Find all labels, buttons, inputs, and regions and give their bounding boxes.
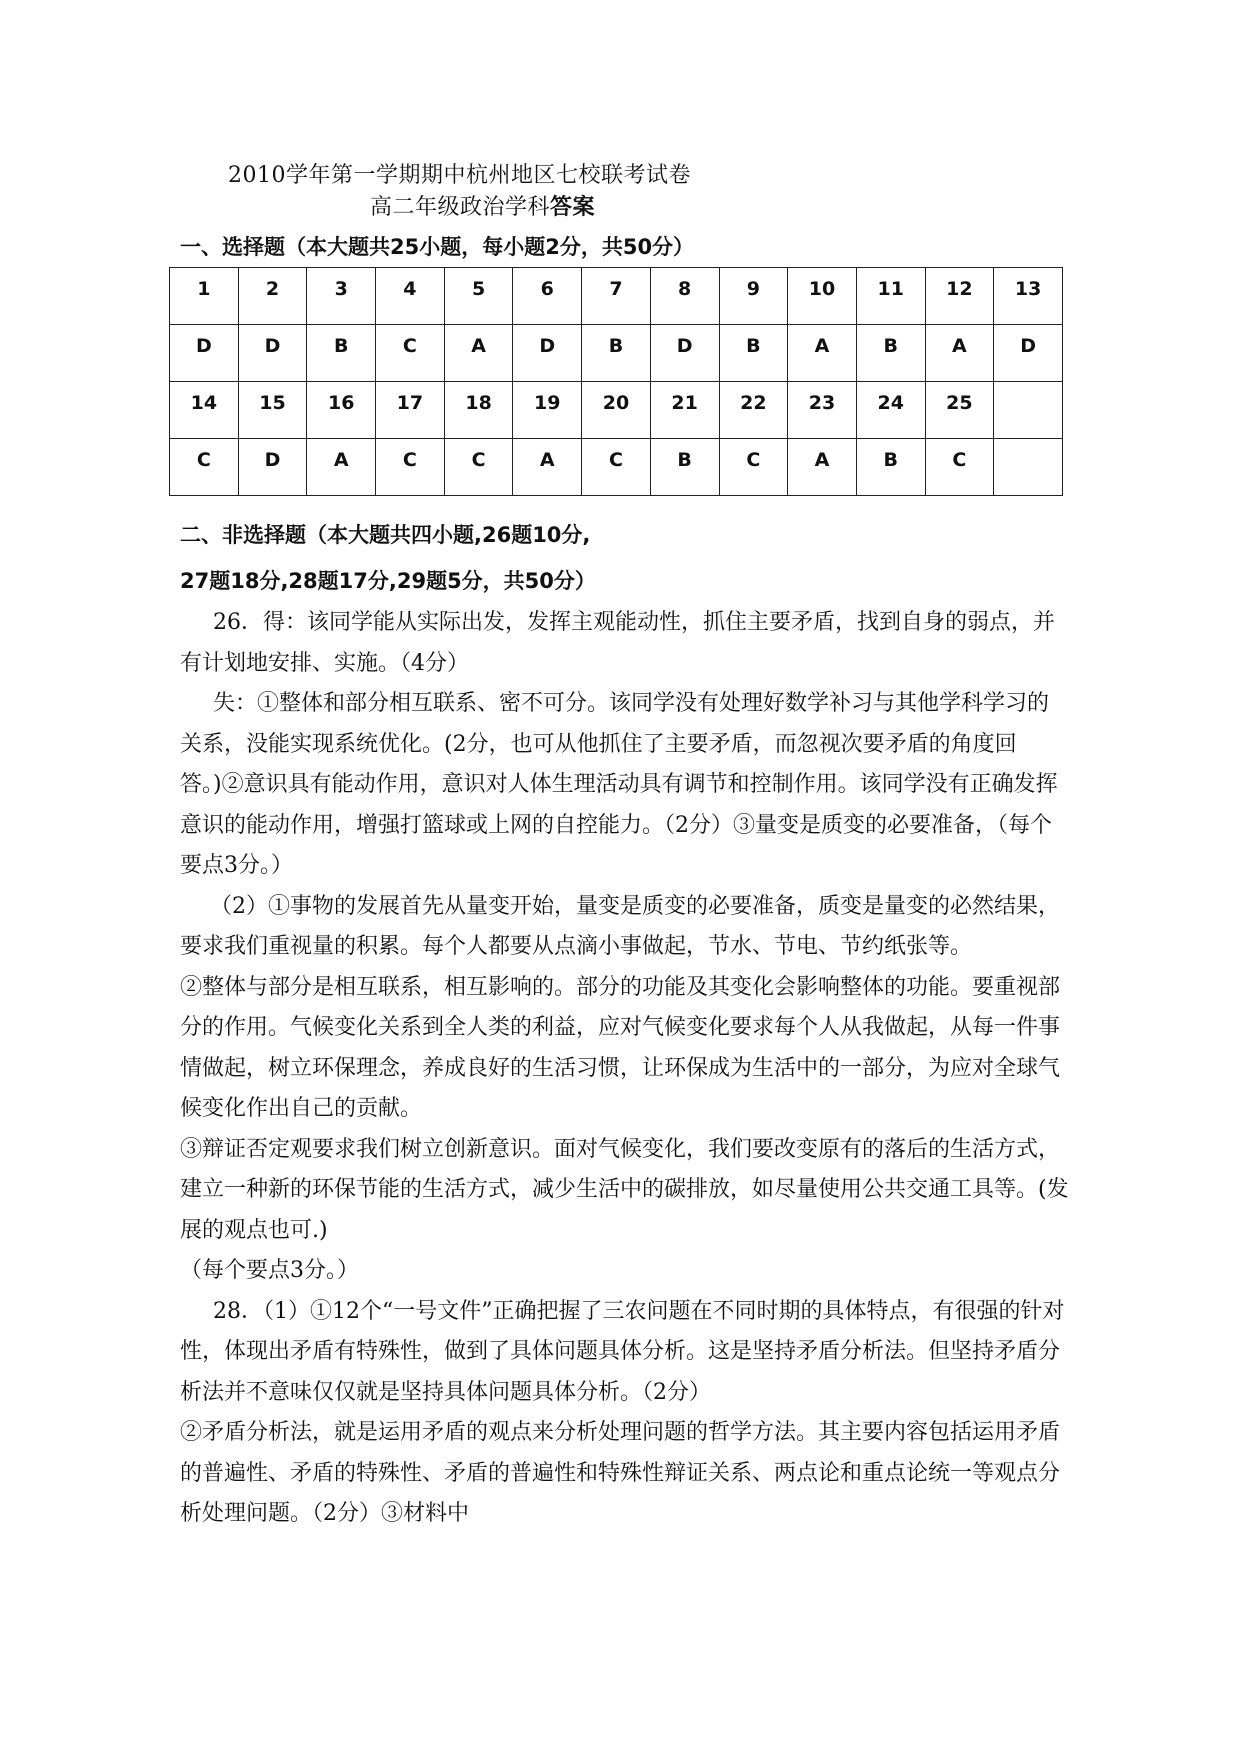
paragraph-scoring-note: （每个要点3分。） [180,1258,359,1283]
answer-cell: D [170,325,239,382]
question-number-cell: 7 [582,268,651,325]
answer-cell: D [650,325,719,382]
question-number-cell: 15 [238,382,307,439]
answer-cell [994,439,1063,496]
paragraph-27-part2-2: ②整体与部分是相互联系，相互影响的。部分的功能及其变化会影响整体的功能。要重视部分的作用。气候变化关系到全人类的利益，应对气候变化要求每个人从我做起，从每一件事情做起，树立环保理念，养成良好的生活习惯，让环保成为生活中的一部分，为应对全球气候变化作出自己的贡献。 [180,974,1061,1121]
answer-cell: D [238,439,307,496]
answer-table [169,267,1063,496]
subtitle-main: 高二年级政治学科 [370,195,551,220]
table-row-answers-2 [170,439,1063,496]
answer-cell: B [307,325,376,382]
answer-cell: C [376,325,445,382]
answer-cell: A [307,439,376,496]
answer-cell: D [513,325,582,382]
section-2-heading-line1: 二、非选择题（本大题共四小题,26题10分, [180,523,591,547]
answer-cell: B [856,325,925,382]
question-number-cell: 18 [444,382,513,439]
question-number-cell: 19 [513,382,582,439]
table-row-numbers-1 [170,268,1063,325]
answer-cell: C [170,439,239,496]
question-number-cell: 1 [170,268,239,325]
question-number-cell: 2 [238,268,307,325]
answer-cell: B [719,325,788,382]
question-number-cell: 23 [788,382,857,439]
answer-cell: C [719,439,788,496]
question-number-cell: 22 [719,382,788,439]
answer-cell: A [444,325,513,382]
answer-cell: B [856,439,925,496]
answer-cell: C [582,439,651,496]
question-number-cell: 25 [925,382,994,439]
answer-cell: C [444,439,513,496]
question-number-cell [994,382,1063,439]
table-row-numbers-2 [170,382,1063,439]
section-1-heading: 一、选择题（本大题共25小题，每小题2分，共50分） [180,235,695,259]
section-2-heading-line2: 27题18分,28题17分,29题5分，共50分） [180,569,596,593]
question-number-cell: 14 [170,382,239,439]
answer-cell: A [513,439,582,496]
question-number-cell: 5 [444,268,513,325]
question-number-cell: 11 [856,268,925,325]
answer-cell: C [376,439,445,496]
question-number-cell: 8 [650,268,719,325]
document-subtitle [370,190,595,221]
answer-cell: A [925,325,994,382]
answer-body [180,603,1070,1535]
question-number-cell: 9 [719,268,788,325]
paragraph-26-loss: 失：①整体和部分相互联系、密不可分。该同学没有处理好数学补习与其他学科学习的关系，没能实现系统优化。(2分，也可从他抓住了主要矛盾，而忽视次要矛盾的角度回答。)②意识具有能动作用，意识对人体生理活动具有调节和控制作用。该同学没有正确发挥意识的能动作用，增强打篮球或上网的自控能力。（2分）③量变是质变的必要准备，（每个要点3分。） [180,691,1058,878]
answer-cell: C [925,439,994,496]
question-number-cell: 16 [307,382,376,439]
question-number-cell: 13 [994,268,1063,325]
answer-cell: D [994,325,1063,382]
answer-cell: B [650,439,719,496]
question-number-cell: 10 [788,268,857,325]
question-number-cell: 17 [376,382,445,439]
question-number-cell: 20 [582,382,651,439]
question-number-cell: 24 [856,382,925,439]
paragraph-26: 26．得：该同学能从实际出发，发挥主观能动性，抓住主要矛盾，找到自身的弱点，并有计划地安排、实施。（4分） [180,610,1055,676]
paragraph-28-2: ②矛盾分析法，就是运用矛盾的观点来分析处理问题的哲学方法。其主要内容包括运用矛盾的普遍性、矛盾的特殊性、矛盾的普遍性和特殊性辩证关系、两点论和重点论统一等观点分析处理问题。（2分）③材料中 [180,1420,1061,1526]
answer-cell: A [788,325,857,382]
answer-cell: B [582,325,651,382]
question-number-cell: 4 [376,268,445,325]
answer-cell: D [238,325,307,382]
table-row-answers-1 [170,325,1063,382]
question-number-cell: 12 [925,268,994,325]
question-number-cell: 3 [307,268,376,325]
question-number-cell: 6 [513,268,582,325]
paragraph-28-1: 28．（1）①12个“一号文件”正确把握了三农问题在不同时期的具体特点，有很强的针对性，体现出矛盾有特殊性，做到了具体问题具体分析。这是坚持矛盾分析法。但坚持矛盾分析法并不意味仅仅就是坚持具体问题具体分析。（2分） [180,1298,1065,1405]
answer-cell: A [788,439,857,496]
document-title: 2010学年第一学期期中杭州地区七校联考试卷 [228,163,691,188]
question-number-cell: 21 [650,382,719,439]
paragraph-27-part2-1: （2）①事物的发展首先从量变开始，量变是质变的必要准备，质变是量变的必然结果，要求我们重视量的积累。每个人都要从点滴小事做起，节水、节电、节约纸张等。 [180,893,1060,959]
paragraph-27-part2-3: ③辩证否定观要求我们树立创新意识。面对气候变化，我们要改变原有的落后的生活方式，建立一种新的环保节能的生活方式，减少生活中的碳排放，如尽量使用公共交通工具等。(发展的观点也可.) [180,1136,1069,1243]
subtitle-answer-label: 答案 [550,195,596,220]
